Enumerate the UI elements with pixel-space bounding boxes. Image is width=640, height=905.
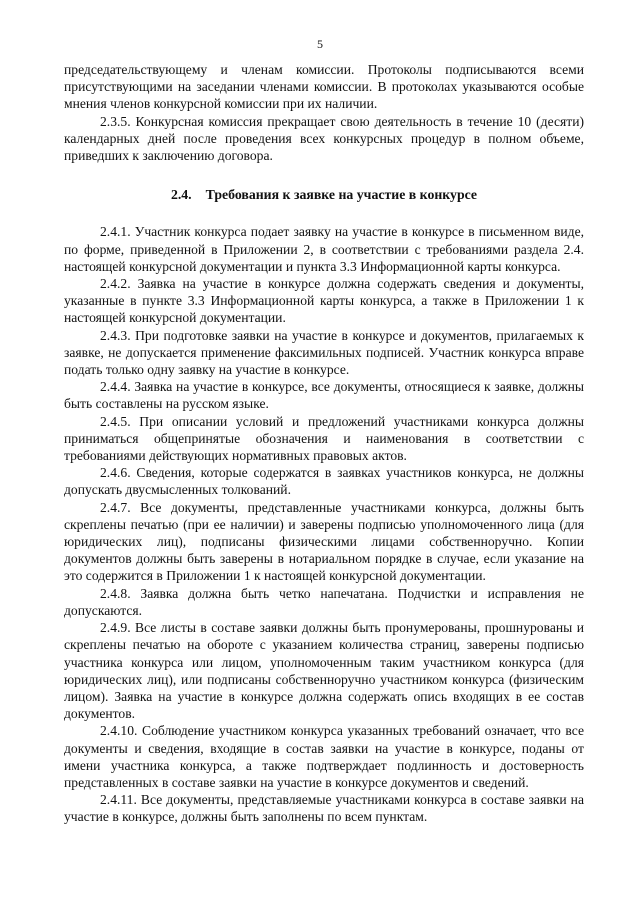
page-number: 5: [317, 37, 323, 51]
clause-2-4-1: 2.4.1. Участник конкурса подает заявку на участие в конкурсе в письменном виде, по форме, приведенной в Приложении 2, в соответствии с требованиями раздела 2.4. настоящей конкурсной документации и пункта 3.3 Информационной карты конкурса.: [64, 224, 584, 274]
clause-2-4-8: 2.4.8. Заявка должна быть четко напечатана. Подчистки и исправления не допускаются.: [64, 585, 584, 618]
clause-2-4-11: 2.4.11. Все документы, представляемые участниками конкурса в составе заявки на участие в конкурсе, должны быть заполнены по всем пунктам.: [64, 792, 584, 825]
clause-2-4-3: 2.4.3. При подготовке заявки на участие в конкурсе и документов, прилагаемых к заявке, не допускается применение факсимильных подписей. Участник конкурса вправе подать только одну заявку на участие в конкурсе.: [64, 327, 584, 378]
clause-2-4-2: 2.4.2. Заявка на участие в конкурсе должна содержать сведения и документы, указанные в пункте 3.3 Информационной карты конкурса, а также в Приложении 1 к настоящей конкурсной документации.: [64, 276, 584, 326]
section-title: Требования к заявке на участие в конкурсе: [205, 187, 478, 203]
paragraph-continuation: председательствующему и членам комиссии. Протоколы подписываются всеми присутствующими на заседании членами комиссии. В протоколах указываются особые мнения членов конкурсной комиссии при их наличии.: [64, 62, 584, 112]
clause-2-4-7: 2.4.7. Все документы, представленные участниками конкурса, должны быть скреплены печатью (при ее наличии) и заверены подписью уполномоченного лица (для юридических лиц), подписаны физическими лицами собственноручно. Копии документов должны быть заверены в нотариальном порядке в случае, если указание на это содержится в Приложении 1 к настоящей конкурсной документации.: [64, 499, 584, 584]
clause-2-4-9: 2.4.9. Все листы в составе заявки должны быть пронумерованы, прошнурованы и скреплены печатью на обороте с указанием количества страниц, заверены подписью участника конкурса или лицом, уполномоченным таким участником конкурса (для юридических лиц), или подписаны собственноручно участником конкурса (физическим лицом). Заявка на участие в конкурсе должна содержать опись входящих в ее состав документов.: [64, 620, 584, 722]
section-heading: [64, 186, 584, 203]
document-body: [64, 61, 584, 826]
clause-2-4-4: 2.4.4. Заявка на участие в конкурсе, все документы, относящиеся к заявке, должны быть составлены на русском языке.: [64, 379, 584, 412]
clause-2-4-5: 2.4.5. При описании условий и предложений участниками конкурса должны приниматься общепринятые обозначения и наименования в соответствии с требованиями действующих нормативных правовых актов.: [64, 413, 584, 464]
clause-2-3-5: 2.3.5. Конкурсная комиссия прекращает свою деятельность в течение 10 (десяти) календарных дней после проведения всех конкурсных процедур в полном объеме, приведших к заключению договора.: [64, 113, 584, 164]
clause-2-4-10: 2.4.10. Соблюдение участником конкурса указанных требований означает, что все документы и сведения, входящие в состав заявки на участие в конкурсе, поданы от имени участника конкурса, а также подтверждает подлинность и достоверность представленных в составе заявки на участие в конкурсе документов и сведений.: [64, 723, 584, 790]
section-number: 2.4.: [170, 187, 192, 203]
clause-2-4-6: 2.4.6. Сведения, которые содержатся в заявках участников конкурса, не должны допускать двусмысленных толкований.: [64, 465, 584, 498]
